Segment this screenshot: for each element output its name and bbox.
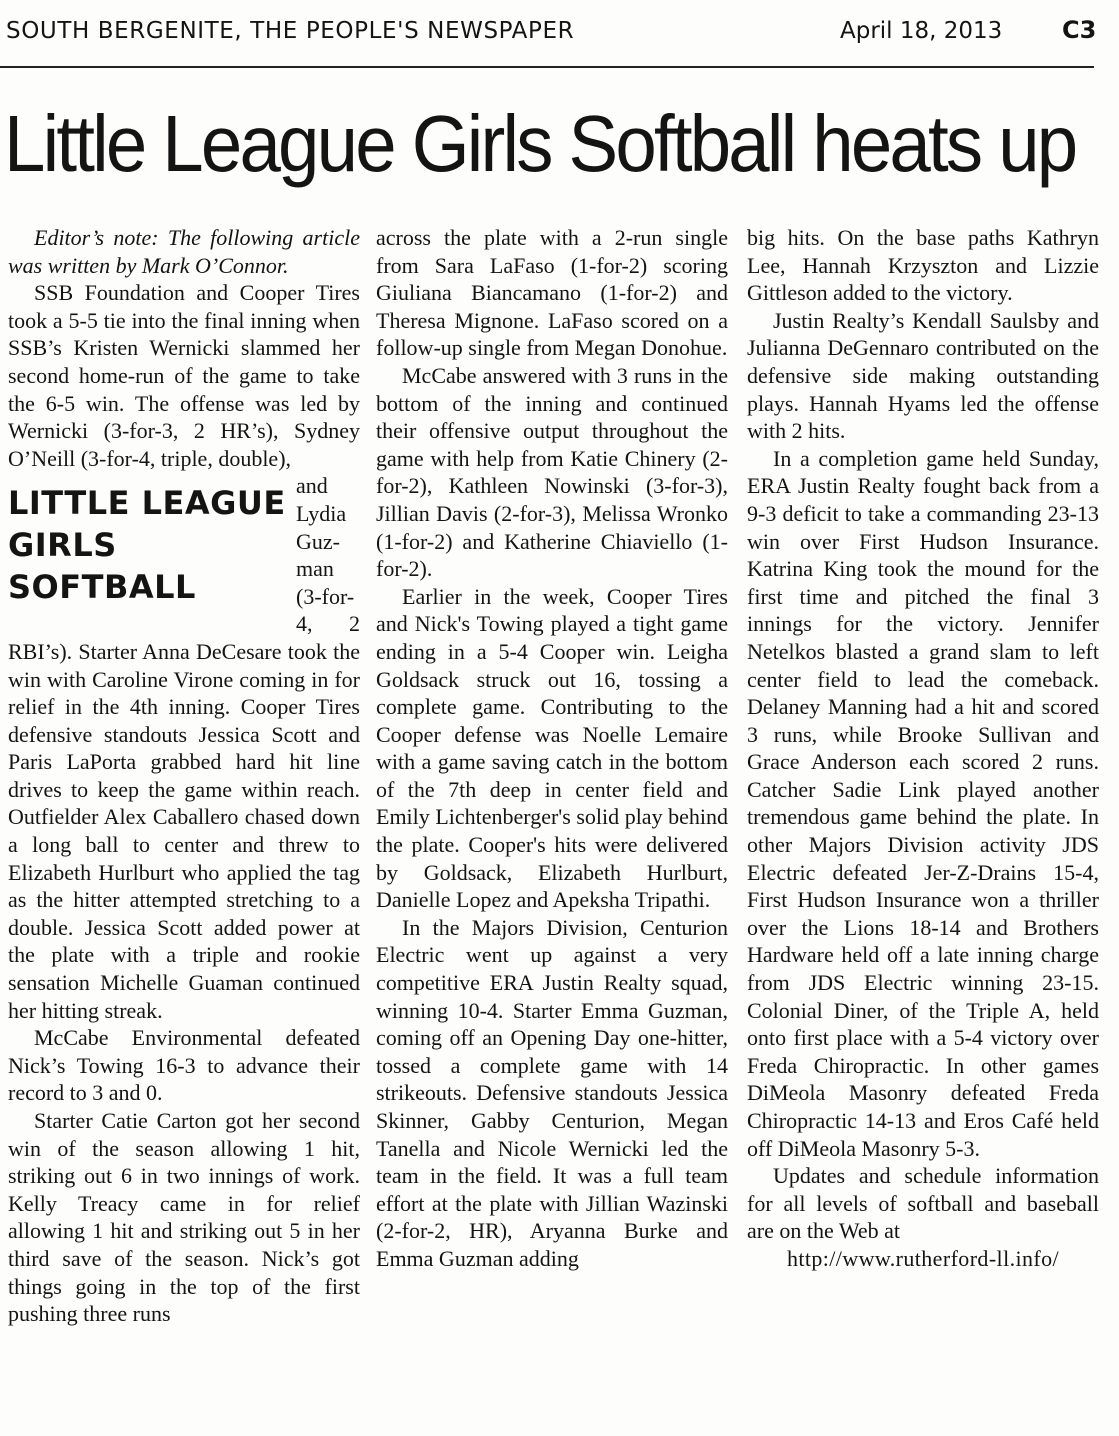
article-column-1	[8, 224, 360, 1429]
article-paragraph: Earlier in the week, Cooper Tires and Nick's Towing played a tight game ending in a 5-4 Cooper win. Leigha Goldsack struck out 16, tossing a complete game. Contributing to the Cooper defense was Noelle Lemaire with a game saving catch in the bottom of the 7th deep in center field and Emily Lichtenberger's solid play behind the plate. Cooper's hits were delivered by Goldsack, Elizabeth Hurlburt, Danielle Lopez and Apeksha Tripathi.	[376, 583, 728, 913]
article-paragraph: Justin Realty’s Kendall Saulsby and Julianna DeGennaro contributed on the defensive side making outstanding plays. Hannah Hyams led the offense with 2 hits.	[747, 307, 1099, 444]
kicker-line-2: GIRLS SOFTBALL	[8, 526, 196, 607]
kicker-line-1: LITTLE LEAGUE	[8, 484, 286, 523]
masthead	[6, 8, 1096, 48]
section-kicker	[8, 482, 290, 608]
masthead-rule	[0, 66, 1094, 68]
article-paragraph: McCabe Environmental defeated Nick’s Towing 16-3 to advance their record to 3 and 0.	[8, 1025, 360, 1106]
article-paragraph: across the plate with a 2-run single from Sara LaFaso (1-for-2) scoring Giuliana Biancamano (1-for-2) and Theresa Mignone. LaFaso scored on a follow-up single from Megan Donohue.	[376, 225, 728, 361]
article-paragraph: Starter Catie Carton got her second win of the season allowing 1 hit, striking out 6 in two innings of work. Kelly Treacy came in for relief allowing 1 hit and striking out 5 in her third save of the season. Nick’s got things going in the top of the first pushing three runs	[8, 1108, 360, 1327]
article-paragraph: big hits. On the base paths Kathryn Lee, Hannah Krzyszton and Lizzie Gittleson added to the victory.	[747, 225, 1099, 306]
article-paragraph: McCabe answered with 3 runs in the bottom of the inning and continued their offensive output throughout the game with help from Katie Chinery (2-for-2), Kathleen Nowinski (3-for-3), Jillian Davis (2-for-3), Melissa Wronko (1-for-2) and Katherine Chiaviello (1-for-2).	[376, 362, 728, 582]
article-paragraph: SSB Foundation and Cooper Tires took a 5-5 tie into the final inning when SSB’s Kristen Wernicki slammed her second home-run of the game to take the 6-5 win. The offense was led by Wernicki (3-for-3, 2 HR’s), Sydney O’Neill (3-for-4, triple, double),	[8, 280, 360, 471]
article-paragraph: In the Majors Division, Centurion Electric went up against a very competitive ERA Justin Realty squad, winning 10-4. Starter Emma Guzman, coming off an Opening Day one-hitter, tossed a complete game with 14 strikeouts. Defensive standouts Jessica Skinner, Gabby Centurion, Megan Tanella and Nicole Wernicki led the team in the field. It was a full team effort at the plate with Jillian Wazinski (2-for-2, HR), Aryanna Burke and Emma Guzman adding	[376, 914, 728, 1271]
issue-date: April 18, 2013	[840, 18, 1003, 44]
article-column-2	[376, 224, 728, 1429]
newspaper-name: SOUTH BERGENITE, THE PEOPLE'S NEWSPAPER	[6, 18, 575, 44]
editor-note: Editor’s note: The following article was written by Mark O’Connor.	[8, 225, 360, 278]
headline: Little League Girls Softball heats up	[4, 99, 1076, 188]
page-number: C3	[1062, 16, 1097, 44]
website-url: http://www.rutherford-ll.info/	[786, 1245, 1060, 1271]
article-paragraph: Updates and schedule information for all levels of softball and baseball are on the Web at	[747, 1163, 1099, 1244]
article-column-3	[747, 224, 1099, 1429]
article-paragraph: In a completion game held Sunday, ERA Justin Realty fought back from a 9-3 deficit to take a commanding 23-13 win over First Hudson Insurance. Katrina King took the mound for the first time and pitched the final 3 innings for the victory. Jennifer Netelkos blasted a grand slam to left center field to lead the comeback. Delaney Manning had a hit and scored 3 runs, while Brooke Sullivan and Grace Anderson each scored 2 runs. Catcher Sadie Link played another tremendous game behind the plate. In other Majors Division activity JDS Electric defeated Jer-Z-Drains 15-4, First Hudson Insurance won a thriller over the Lions 18-14 and Brothers Hardware held off a late inning charge from JDS Electric winning 23-15. Colonial Diner, of the Triple A, held onto first place with a 5-4 victory over Freda Chiropractic. In other games DiMeola Masonry defeated Freda Chiropractic 14-13 and Eros Café held off DiMeola Masonry 5-3.	[747, 445, 1099, 1161]
article-paragraph: and Lydia Guzman (3-for-4, 2 RBI’s). Starter Anna DeCesare took the win with Caroline Virone coming in for relief in the 4th inning. Cooper Tires defensive standouts Jessica Scott and Paris LaPorta grabbed hard hit line drives to keep the game within reach. Outfielder Alex Caballero chased down a long ball to center and threw to Elizabeth Hurlburt who applied the tag as the hitter attempted stretching to a double. Jessica Scott added power at the plate with a triple and rookie sensation Michelle Guaman continued her hitting streak.	[8, 473, 360, 1023]
